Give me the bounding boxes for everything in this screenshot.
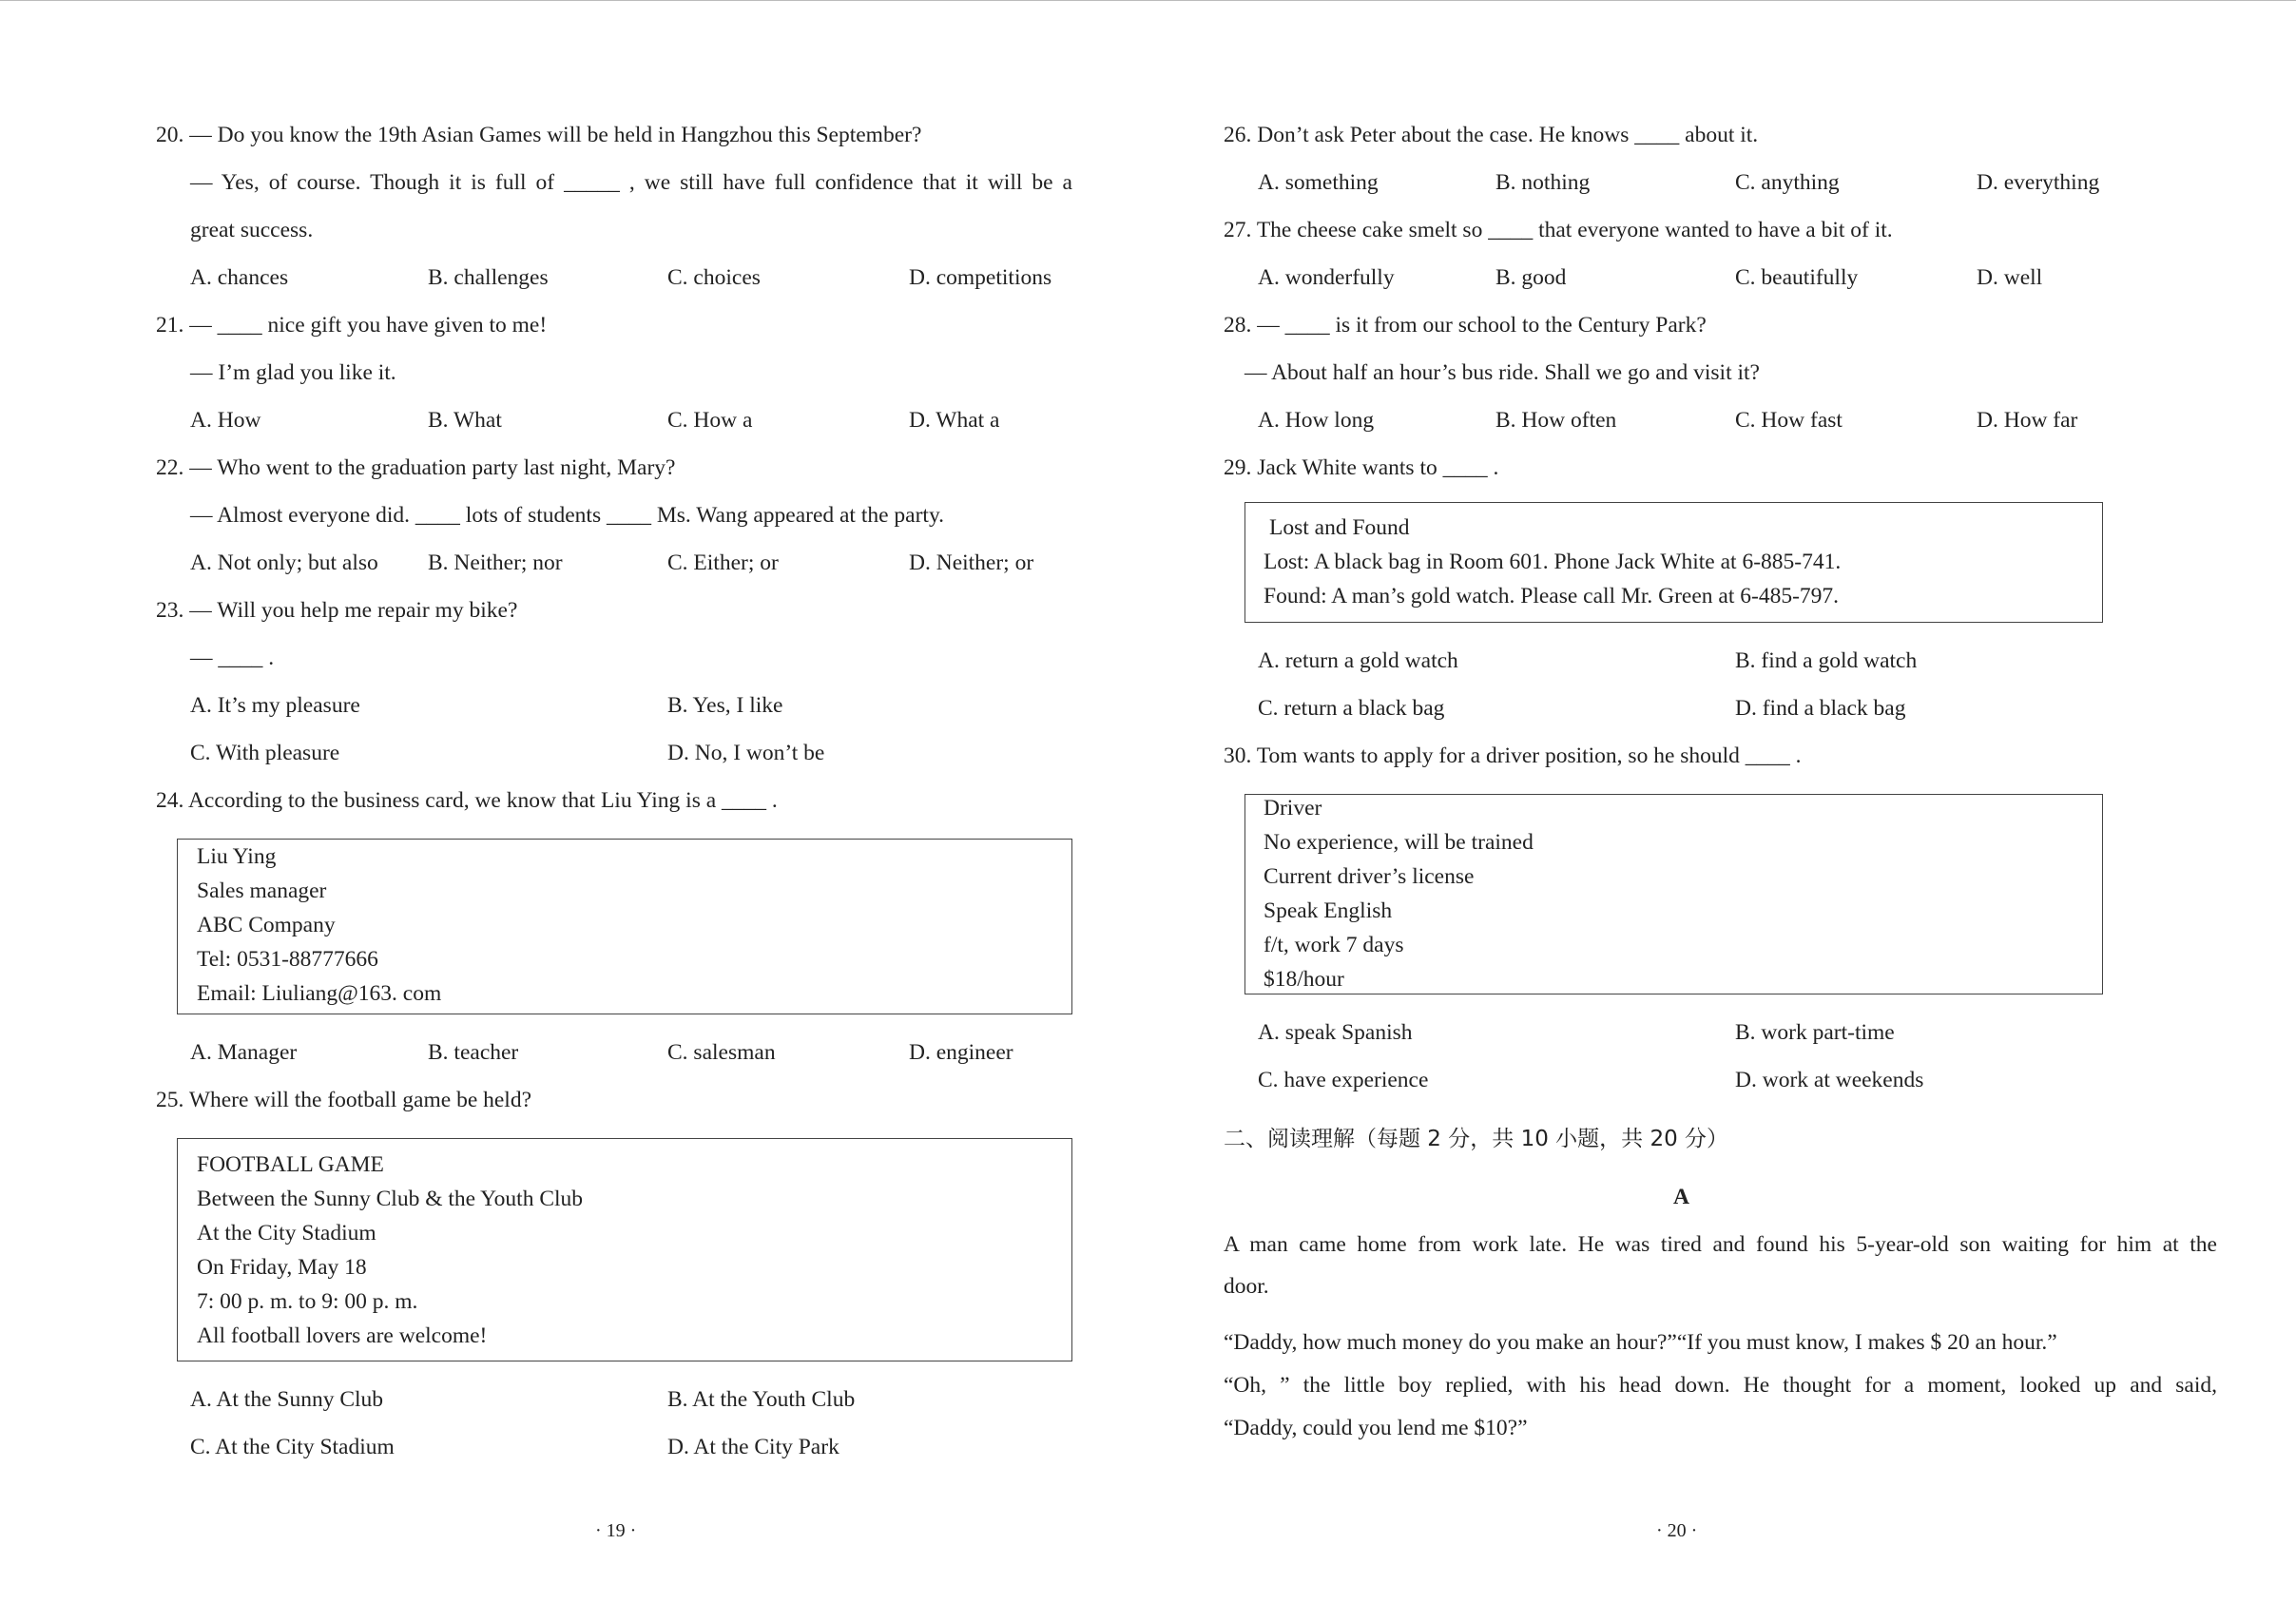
option-b: B. At the Youth Club (667, 1387, 856, 1412)
passage-label: A (1673, 1185, 1689, 1209)
option-a: A. wonderfully (1258, 265, 1395, 290)
option-c: C. anything (1735, 170, 1840, 195)
notice-line: All football lovers are welcome! (197, 1323, 488, 1348)
question-stem: 26. Don’t ask Peter about the case. He knows ____ about it. (1224, 123, 1759, 147)
question-stem: 23. — Will you help me repair my bike? (156, 598, 518, 623)
section-heading: 二、阅读理解（每题 2 分，共 10 小题，共 20 分） (1224, 1127, 1729, 1151)
option-b: B. teacher (428, 1040, 519, 1065)
option-c: C. salesman (667, 1040, 776, 1065)
passage-line: “Oh, ” the little boy replied, with his head down. He thought for a moment, looked up and said, (1224, 1373, 2217, 1398)
passage-line: “Daddy, how much money do you make an hour?”“If you must know, I makes $ 20 an hour.” (1224, 1330, 2057, 1355)
option-d: D. engineer (909, 1040, 1013, 1065)
page-number: · 19 · (595, 1520, 637, 1541)
option-c: C. beautifully (1735, 265, 1859, 290)
option-d: D. At the City Park (667, 1435, 839, 1459)
right-page (1148, 0, 2296, 1622)
notice-line: At the City Stadium (197, 1221, 376, 1245)
option-b: B. work part-time (1735, 1020, 1895, 1045)
card-line: Email: Liuliang@163. com (197, 981, 442, 1006)
option-a: A. something (1258, 170, 1379, 195)
option-a: A. It’s my pleasure (190, 693, 360, 718)
option-d: D. find a black bag (1735, 696, 1906, 721)
question-stem: 24. According to the business card, we know that Liu Ying is a ____ . (156, 788, 778, 813)
question-reply: — Almost everyone did. ____ lots of students ____ Ms. Wang appeared at the party. (190, 503, 945, 528)
ad-line: Speak English (1264, 898, 1393, 923)
passage-line: door. (1224, 1274, 1269, 1299)
passage-line: A man came home from work late. He was tired and found his 5-year-old son waiting for him at the (1224, 1232, 2217, 1257)
option-b: B. What (428, 408, 502, 433)
notice-line: Between the Sunny Club & the Youth Club (197, 1187, 584, 1211)
ad-line: f/t, work 7 days (1264, 933, 1404, 957)
option-a: A. How (190, 408, 261, 433)
option-b: B. find a gold watch (1735, 648, 1918, 673)
question-reply: great success. (190, 218, 314, 242)
lost-and-found-notice (1244, 502, 2103, 623)
ad-line: $18/hour (1264, 967, 1344, 992)
option-b: B. challenges (428, 265, 549, 290)
card-line: Liu Ying (197, 844, 277, 869)
option-a: A. Manager (190, 1040, 298, 1065)
option-a: A. speak Spanish (1258, 1020, 1413, 1045)
option-a: A. How long (1258, 408, 1375, 433)
question-stem: 25. Where will the football game be held? (156, 1088, 532, 1112)
option-c: C. return a black bag (1258, 696, 1445, 721)
option-a: A. At the Sunny Club (190, 1387, 384, 1412)
question-stem: 29. Jack White wants to ____ . (1224, 455, 1499, 480)
question-reply: — ____ . (190, 646, 275, 670)
option-c: C. have experience (1258, 1068, 1429, 1092)
option-d: D. well (1977, 265, 2043, 290)
driver-ad (1244, 794, 2103, 994)
ad-line: Current driver’s license (1264, 864, 1475, 889)
question-reply: — I’m glad you like it. (190, 360, 396, 385)
option-b: B. nothing (1495, 170, 1591, 195)
option-d: D. everything (1977, 170, 2100, 195)
option-c: C. choices (667, 265, 761, 290)
option-b: B. good (1495, 265, 1567, 290)
question-stem: 30. Tom wants to apply for a driver position, so he should ____ . (1224, 743, 1802, 768)
option-c: C. At the City Stadium (190, 1435, 395, 1459)
option-d: D. What a (909, 408, 1000, 433)
option-a: A. return a gold watch (1258, 648, 1458, 673)
option-d: D. Neither; or (909, 550, 1034, 575)
option-d: D. No, I won’t be (667, 741, 825, 765)
question-stem: 21. — ____ nice gift you have given to me! (156, 313, 548, 338)
notice-line: Lost: A black bag in Room 601. Phone Jack White at 6-885-741. (1264, 550, 1842, 574)
question-stem: 28. — ____ is it from our school to the Century Park? (1224, 313, 1707, 338)
card-line: Sales manager (197, 879, 327, 903)
page-number: · 20 · (1656, 1520, 1698, 1541)
question-reply: — About half an hour’s bus ride. Shall we go and visit it? (1244, 360, 1760, 385)
passage-line: “Daddy, could you lend me $10?” (1224, 1416, 1528, 1440)
question-reply: — Yes, of course. Though it is full of _____ , we still have full confidence that it will be a (190, 170, 1072, 195)
question-stem: 22. — Who went to the graduation party last night, Mary? (156, 455, 676, 480)
option-b: B. Yes, I like (667, 693, 783, 718)
ad-line: Driver (1264, 796, 1322, 821)
notice-line: 7: 00 p. m. to 9: 00 p. m. (197, 1289, 418, 1314)
option-d: D. work at weekends (1735, 1068, 1924, 1092)
option-c: C. With pleasure (190, 741, 340, 765)
football-notice (177, 1138, 1072, 1361)
card-line: ABC Company (197, 913, 336, 937)
option-d: D. competitions (909, 265, 1052, 290)
business-card (177, 839, 1072, 1014)
question-stem: 27. The cheese cake smelt so ____ that everyone wanted to have a bit of it. (1224, 218, 1893, 242)
notice-line: Found: A man’s gold watch. Please call Mr. Green at 6-485-797. (1264, 584, 1840, 608)
option-a: A. Not only; but also (190, 550, 378, 575)
card-line: Tel: 0531-88777666 (197, 947, 378, 972)
option-d: D. How far (1977, 408, 2078, 433)
option-c: C. Either; or (667, 550, 779, 575)
option-b: B. How often (1495, 408, 1617, 433)
option-a: A. chances (190, 265, 289, 290)
question-stem: 20. — Do you know the 19th Asian Games will be held in Hangzhou this September? (156, 123, 922, 147)
option-c: C. How a (667, 408, 753, 433)
ad-line: No experience, will be trained (1264, 830, 1534, 855)
notice-line: On Friday, May 18 (197, 1255, 367, 1280)
notice-line: Lost and Found (1269, 515, 1410, 540)
option-b: B. Neither; nor (428, 550, 563, 575)
notice-line: FOOTBALL GAME (197, 1152, 384, 1177)
option-c: C. How fast (1735, 408, 1843, 433)
